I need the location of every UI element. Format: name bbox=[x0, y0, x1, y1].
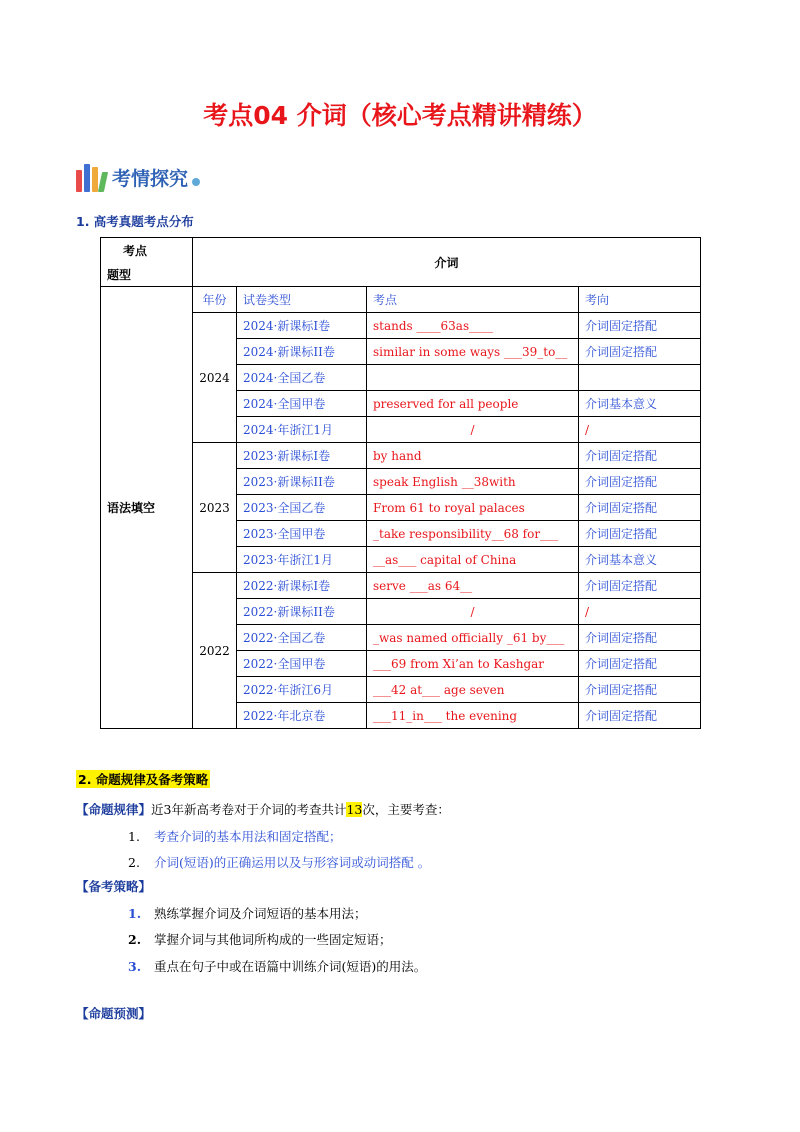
point-cell: / bbox=[367, 417, 579, 443]
section-heading-2: 2. 命题规律及备考策略 bbox=[78, 772, 209, 787]
section-heading-1: 1. 高考真题考点分布 bbox=[76, 214, 194, 229]
direction-cell: 介词固定搭配 bbox=[579, 469, 701, 495]
page-title: 考点04 介词（核心考点精讲精练） bbox=[203, 101, 597, 130]
dot-icon bbox=[192, 178, 200, 186]
strategy-item: 3. 重点在句子中或在语篇中训练介词(短语)的用法。 bbox=[128, 959, 427, 974]
paper-cell: 2024·全国甲卷 bbox=[237, 391, 367, 417]
rule-item: 2. 介词(短语)的正确运用以及与形容词或动词搭配 。 bbox=[128, 855, 431, 870]
paper-cell: 2023·全国甲卷 bbox=[237, 521, 367, 547]
paper-cell: 2023·新课标II卷 bbox=[237, 469, 367, 495]
column-header: 考向 bbox=[579, 287, 701, 313]
table-main-header: 介词 bbox=[193, 238, 701, 287]
rule-pre: 近3年新高考卷对于介词的考查共计 bbox=[151, 802, 347, 817]
paper-cell: 2024·新课标II卷 bbox=[237, 339, 367, 365]
rule-item: 1. 考查介词的基本用法和固定搭配； bbox=[128, 829, 342, 844]
paper-cell: 2024·新课标I卷 bbox=[237, 313, 367, 339]
direction-cell: 介词固定搭配 bbox=[579, 651, 701, 677]
direction-cell: 介词基本意义 bbox=[579, 391, 701, 417]
year-cell: 2024 bbox=[193, 313, 237, 443]
point-cell: similar in some ways ___39_to__ bbox=[367, 339, 579, 365]
point-cell: stands ____63as____ bbox=[367, 313, 579, 339]
exam-points-table bbox=[100, 237, 701, 729]
direction-cell: 介词固定搭配 bbox=[579, 495, 701, 521]
table-corner-header: 考点 题型 bbox=[101, 238, 193, 287]
strategy-item: 1. 熟练掌握介词及介词短语的基本用法； bbox=[128, 906, 367, 921]
paper-cell: 2023·年浙江1月 bbox=[237, 547, 367, 573]
paper-cell: 2022·新课标II卷 bbox=[237, 599, 367, 625]
point-cell: _was named officially _61 by___ bbox=[367, 625, 579, 651]
year-cell: 2023 bbox=[193, 443, 237, 573]
direction-cell: 介词固定搭配 bbox=[579, 573, 701, 599]
books-icon bbox=[76, 162, 108, 192]
direction-cell: 介词固定搭配 bbox=[579, 677, 701, 703]
paper-cell: 2024·全国乙卷 bbox=[237, 365, 367, 391]
point-cell: ___42 at___ age seven bbox=[367, 677, 579, 703]
direction-cell: / bbox=[579, 599, 701, 625]
paper-cell: 2022·年北京卷 bbox=[237, 703, 367, 729]
direction-cell bbox=[579, 365, 701, 391]
direction-cell: 介词固定搭配 bbox=[579, 703, 701, 729]
rule-label: 【命题规律】 bbox=[76, 802, 152, 817]
column-header: 考点 bbox=[367, 287, 579, 313]
direction-cell: 介词基本意义 bbox=[579, 547, 701, 573]
point-cell: _take responsibility__68 for___ bbox=[367, 521, 579, 547]
strategy-label: 【备考策略】 bbox=[76, 879, 152, 894]
point-cell: ___11_in___ the evening bbox=[367, 703, 579, 729]
column-header: 年份 bbox=[193, 287, 237, 313]
paper-cell: 2024·年浙江1月 bbox=[237, 417, 367, 443]
rule-post: 次，主要考查： bbox=[362, 802, 450, 817]
year-cell: 2022 bbox=[193, 573, 237, 729]
point-cell: / bbox=[367, 599, 579, 625]
paper-cell: 2022·年浙江6月 bbox=[237, 677, 367, 703]
forecast-label: 【命题预测】 bbox=[76, 1006, 152, 1021]
column-header: 试卷类型 bbox=[237, 287, 367, 313]
paper-cell: 2022·全国甲卷 bbox=[237, 651, 367, 677]
strategy-item: 2. 掌握介词与其他词所构成的一些固定短语； bbox=[128, 932, 392, 947]
paper-cell: 2022·全国乙卷 bbox=[237, 625, 367, 651]
point-cell: From 61 to royal palaces bbox=[367, 495, 579, 521]
point-cell: serve ___as 64__ bbox=[367, 573, 579, 599]
section-banner bbox=[76, 160, 200, 194]
point-cell: by hand bbox=[367, 443, 579, 469]
rule-count: 13 bbox=[346, 802, 363, 817]
direction-cell: 介词固定搭配 bbox=[579, 313, 701, 339]
point-cell: speak English __38with bbox=[367, 469, 579, 495]
point-cell: preserved for all people bbox=[367, 391, 579, 417]
direction-cell: / bbox=[579, 417, 701, 443]
direction-cell: 介词固定搭配 bbox=[579, 625, 701, 651]
rule-line bbox=[76, 800, 450, 818]
category-cell: 语法填空 bbox=[101, 287, 193, 729]
banner-text: 考情探究 bbox=[112, 167, 189, 190]
point-cell bbox=[367, 365, 579, 391]
direction-cell: 介词固定搭配 bbox=[579, 521, 701, 547]
point-cell: __as___ capital of China bbox=[367, 547, 579, 573]
paper-cell: 2023·新课标I卷 bbox=[237, 443, 367, 469]
direction-cell: 介词固定搭配 bbox=[579, 443, 701, 469]
paper-cell: 2023·全国乙卷 bbox=[237, 495, 367, 521]
direction-cell: 介词固定搭配 bbox=[579, 339, 701, 365]
point-cell: ___69 from Xi’an to Kashgar bbox=[367, 651, 579, 677]
paper-cell: 2022·新课标I卷 bbox=[237, 573, 367, 599]
